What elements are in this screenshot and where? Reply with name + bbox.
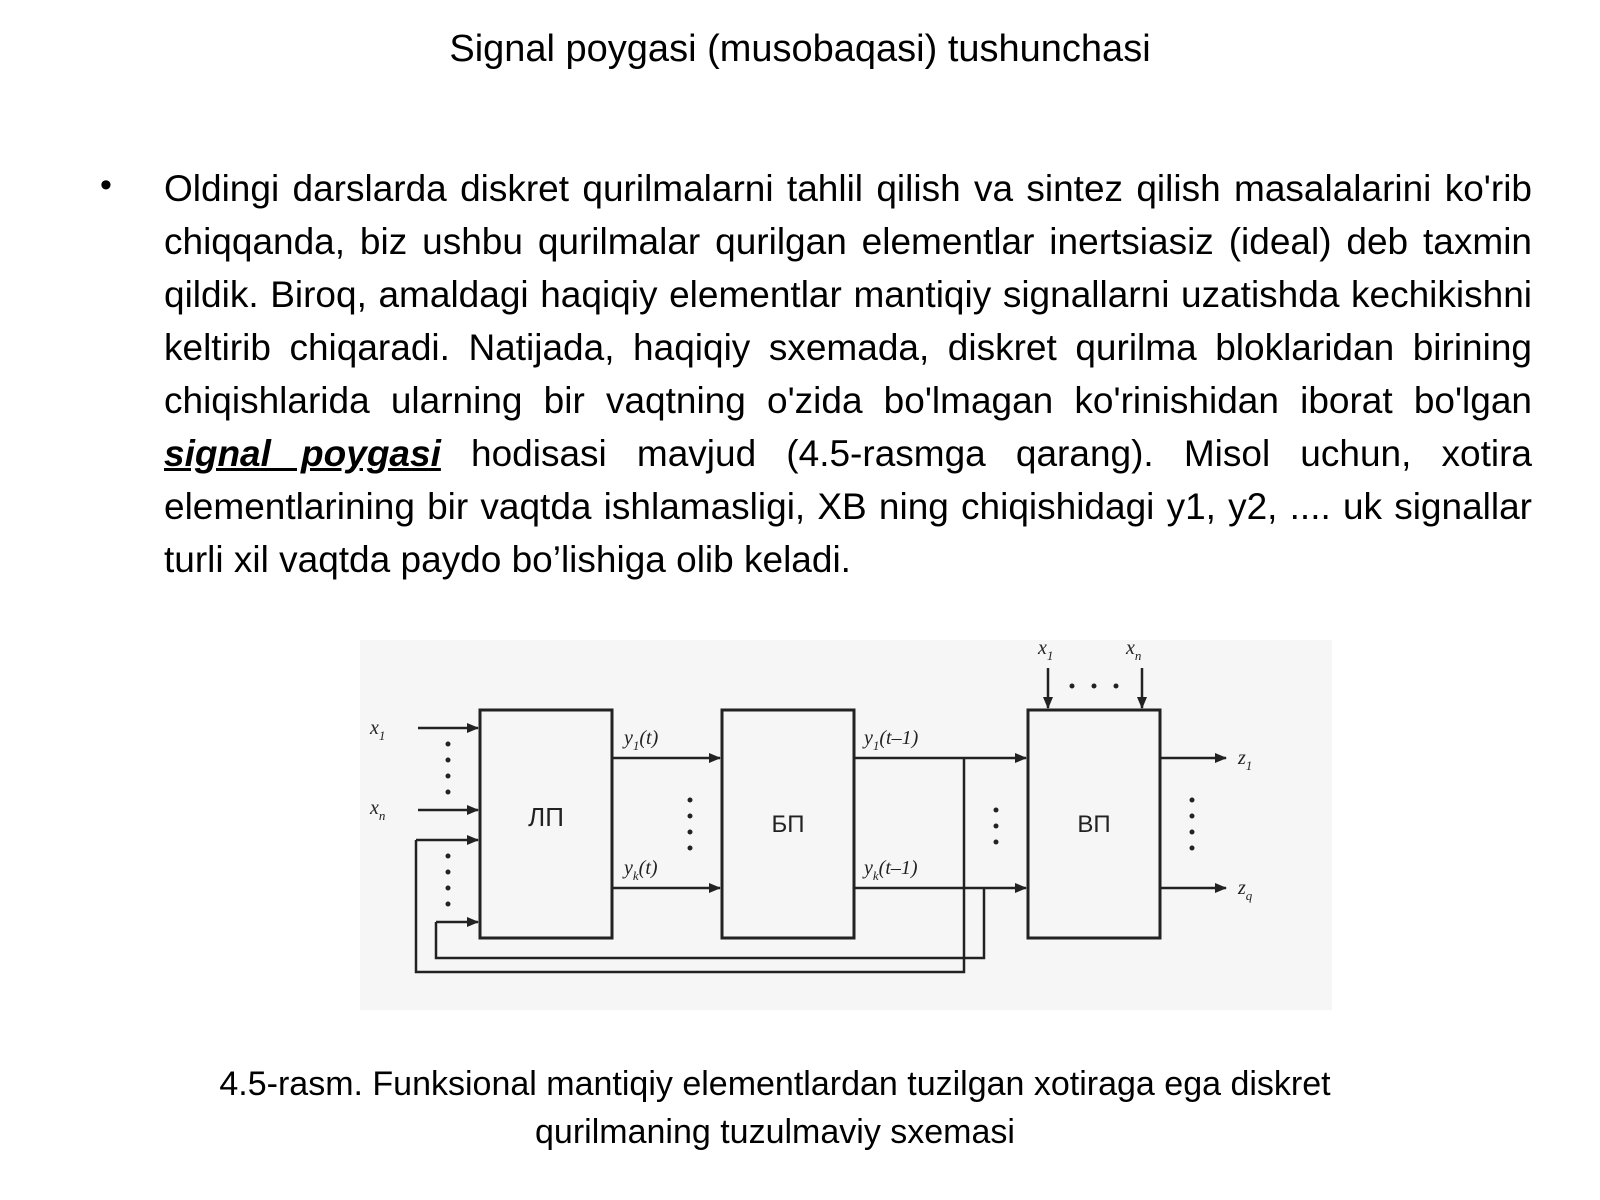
emphasis-term: signal poygasi (164, 433, 441, 474)
label-y1-t: $y_1(t)$ (624, 727, 659, 753)
block-lp-label: ЛП (528, 802, 564, 832)
input-label-x1: $x_1$ (370, 717, 386, 743)
input-label-xn: $x_n$ (370, 797, 386, 823)
label-y1-t-1: $y_1(t-1)$ (864, 727, 919, 753)
top-input-dots (1070, 684, 1119, 689)
label-yk-t: $y_k(t)$ (624, 857, 658, 883)
block-bp-label: БП (771, 811, 805, 838)
lp-output-dots (688, 798, 693, 851)
output-label-z1: $z_1$ (1238, 747, 1253, 773)
bullet-dot: • (100, 166, 112, 204)
bp-output-dots (994, 808, 999, 845)
top-input-label-x1: $x_1$ (1038, 640, 1054, 663)
figure-caption (100, 1060, 1450, 1156)
vp-output-dots (1190, 798, 1195, 851)
paragraph-text-before: Oldingi darslarda diskret qurilmalarni tahlil qilish va sintez qilish masalalarini ko'rib chiqqanda, biz ushbu qurilmalar qurilgan elementlar inertsiasiz (ideal) deb taxmin qildik. Biroq, amaldagi haqiqiy elementlar mantiqiy signallarni uzatishda kechikishni keltirib chiqaradi. Natijada, haqiqiy sxemada, diskret qurilma bloklaridan birining chiqishlarida ularning bir vaqtning o'zida bo'lmagan ko'rinishidan iborat bo'lgan (164, 168, 1532, 421)
caption-line-2: qurilmaning tuzulmaviy sxemasi (535, 1113, 1015, 1151)
input-ellipsis-dots (446, 742, 451, 907)
output-label-zq: $z_q$ (1238, 877, 1253, 903)
feedback-line-inner (436, 888, 984, 958)
block-vp-label: ВП (1077, 811, 1111, 838)
label-yk-t-1: $y_k(t-1)$ (864, 857, 918, 883)
paragraph-text-after: hodisasi mavjud (4.5-rasmga qarang). Misol uchun, xotira elementlarining bir vaqtda ishlamasligi, XB ning chiqishidagi y1, y2, .... uk signallar turli xil vaqtda paydo bo’lishiga olib keladi. (164, 433, 1533, 580)
top-input-label-xn: $x_n$ (1126, 640, 1142, 663)
slide-title: Signal poygasi (musobaqasi) tushunchasi (449, 28, 1151, 70)
block-diagram (360, 640, 1332, 1010)
caption-line-1: 4.5-rasm. Funksional mantiqiy elementlardan tuzilgan xotiraga ega diskret (219, 1065, 1331, 1103)
body-paragraph (164, 162, 1532, 586)
